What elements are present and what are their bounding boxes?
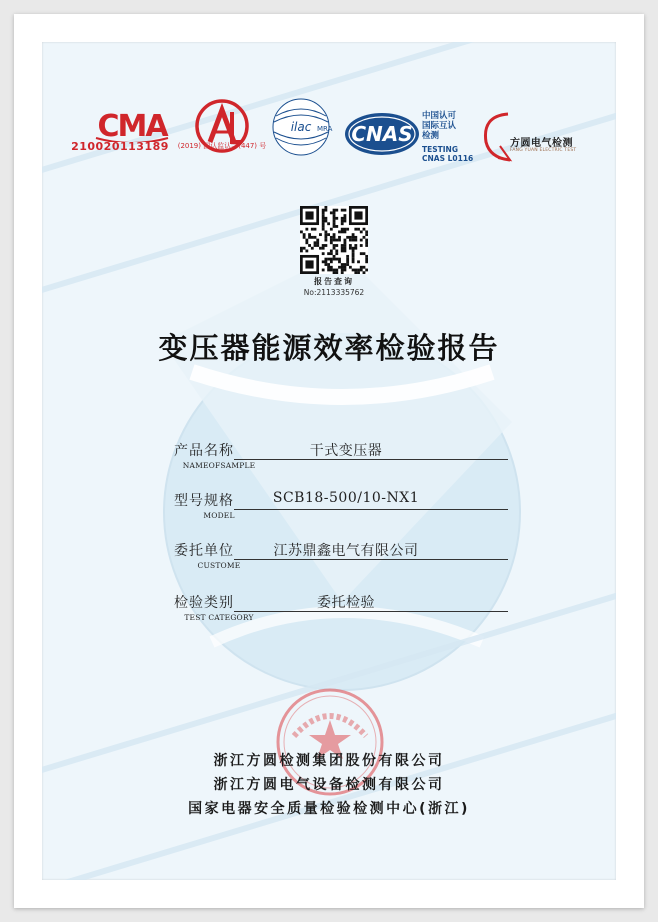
issuer-2: 浙江方圆电气设备检测有限公司	[213, 777, 445, 793]
qr-code	[300, 206, 368, 274]
svg-text:CNAS: CNAS	[351, 122, 413, 146]
field-sublabel: TEST CATEGORY	[184, 613, 254, 622]
cnas-side-line1: 中国认可	[422, 111, 457, 121]
field-sublabel: CUSTOME	[197, 561, 241, 570]
field-sublabel: MODEL	[203, 511, 235, 520]
issuer-1: 浙江方圆检测集团股份有限公司	[213, 753, 445, 769]
field-model	[174, 490, 506, 530]
ilac-mra-logo	[268, 98, 334, 156]
field-label: 委托单位	[174, 543, 234, 559]
qr-report-number: No:2113335762	[303, 288, 365, 297]
fangyuan-logo	[480, 106, 514, 162]
certificate-sheet	[42, 42, 616, 880]
field-sublabel: NAMEOFSAMPLE	[182, 461, 256, 470]
field-value: 江苏鼎鑫电气有限公司	[273, 543, 419, 559]
fangyuan-name: 方圆电气检测	[510, 138, 573, 149]
svg-text:ilac: ilac	[290, 120, 312, 134]
field-label: 型号规格	[174, 493, 234, 509]
cma-number: 210020113189	[71, 140, 169, 153]
field-label: 检验类别	[174, 595, 234, 611]
field-underline	[234, 509, 508, 510]
fangyuan-subtitle: FANG YUAN ELECTRIC TEST	[510, 148, 577, 153]
field-value: SCB18-500/10-NX1	[272, 490, 420, 506]
field-value: 干式变压器	[309, 443, 383, 459]
cnas-code-line2: CNAS L0116	[422, 154, 474, 163]
cnas-logo	[344, 112, 420, 156]
cnas-accreditation-text	[422, 111, 482, 163]
field-label: 产品名称	[174, 443, 234, 459]
field-customer	[174, 540, 506, 580]
svg-text:MRA: MRA	[317, 125, 333, 133]
qr-caption: 报告查询	[314, 277, 354, 286]
cma-logo	[92, 108, 172, 142]
field-test-category	[174, 592, 506, 632]
issuer-3: 国家电器安全质量检验检测中心(浙江)	[188, 801, 470, 817]
cal-caption: (2019) 国认监认字(447) 号	[177, 142, 267, 150]
cnas-code-line1: TESTING	[422, 145, 458, 154]
cnas-side-line2: 国际互认	[422, 121, 457, 131]
field-product-name	[174, 440, 506, 480]
field-value: 委托检验	[317, 595, 375, 611]
svg-text:CMA: CMA	[97, 109, 167, 142]
cnas-side-line3: 检测	[422, 131, 440, 141]
report-title: 变压器能源效率检验报告	[158, 331, 500, 365]
